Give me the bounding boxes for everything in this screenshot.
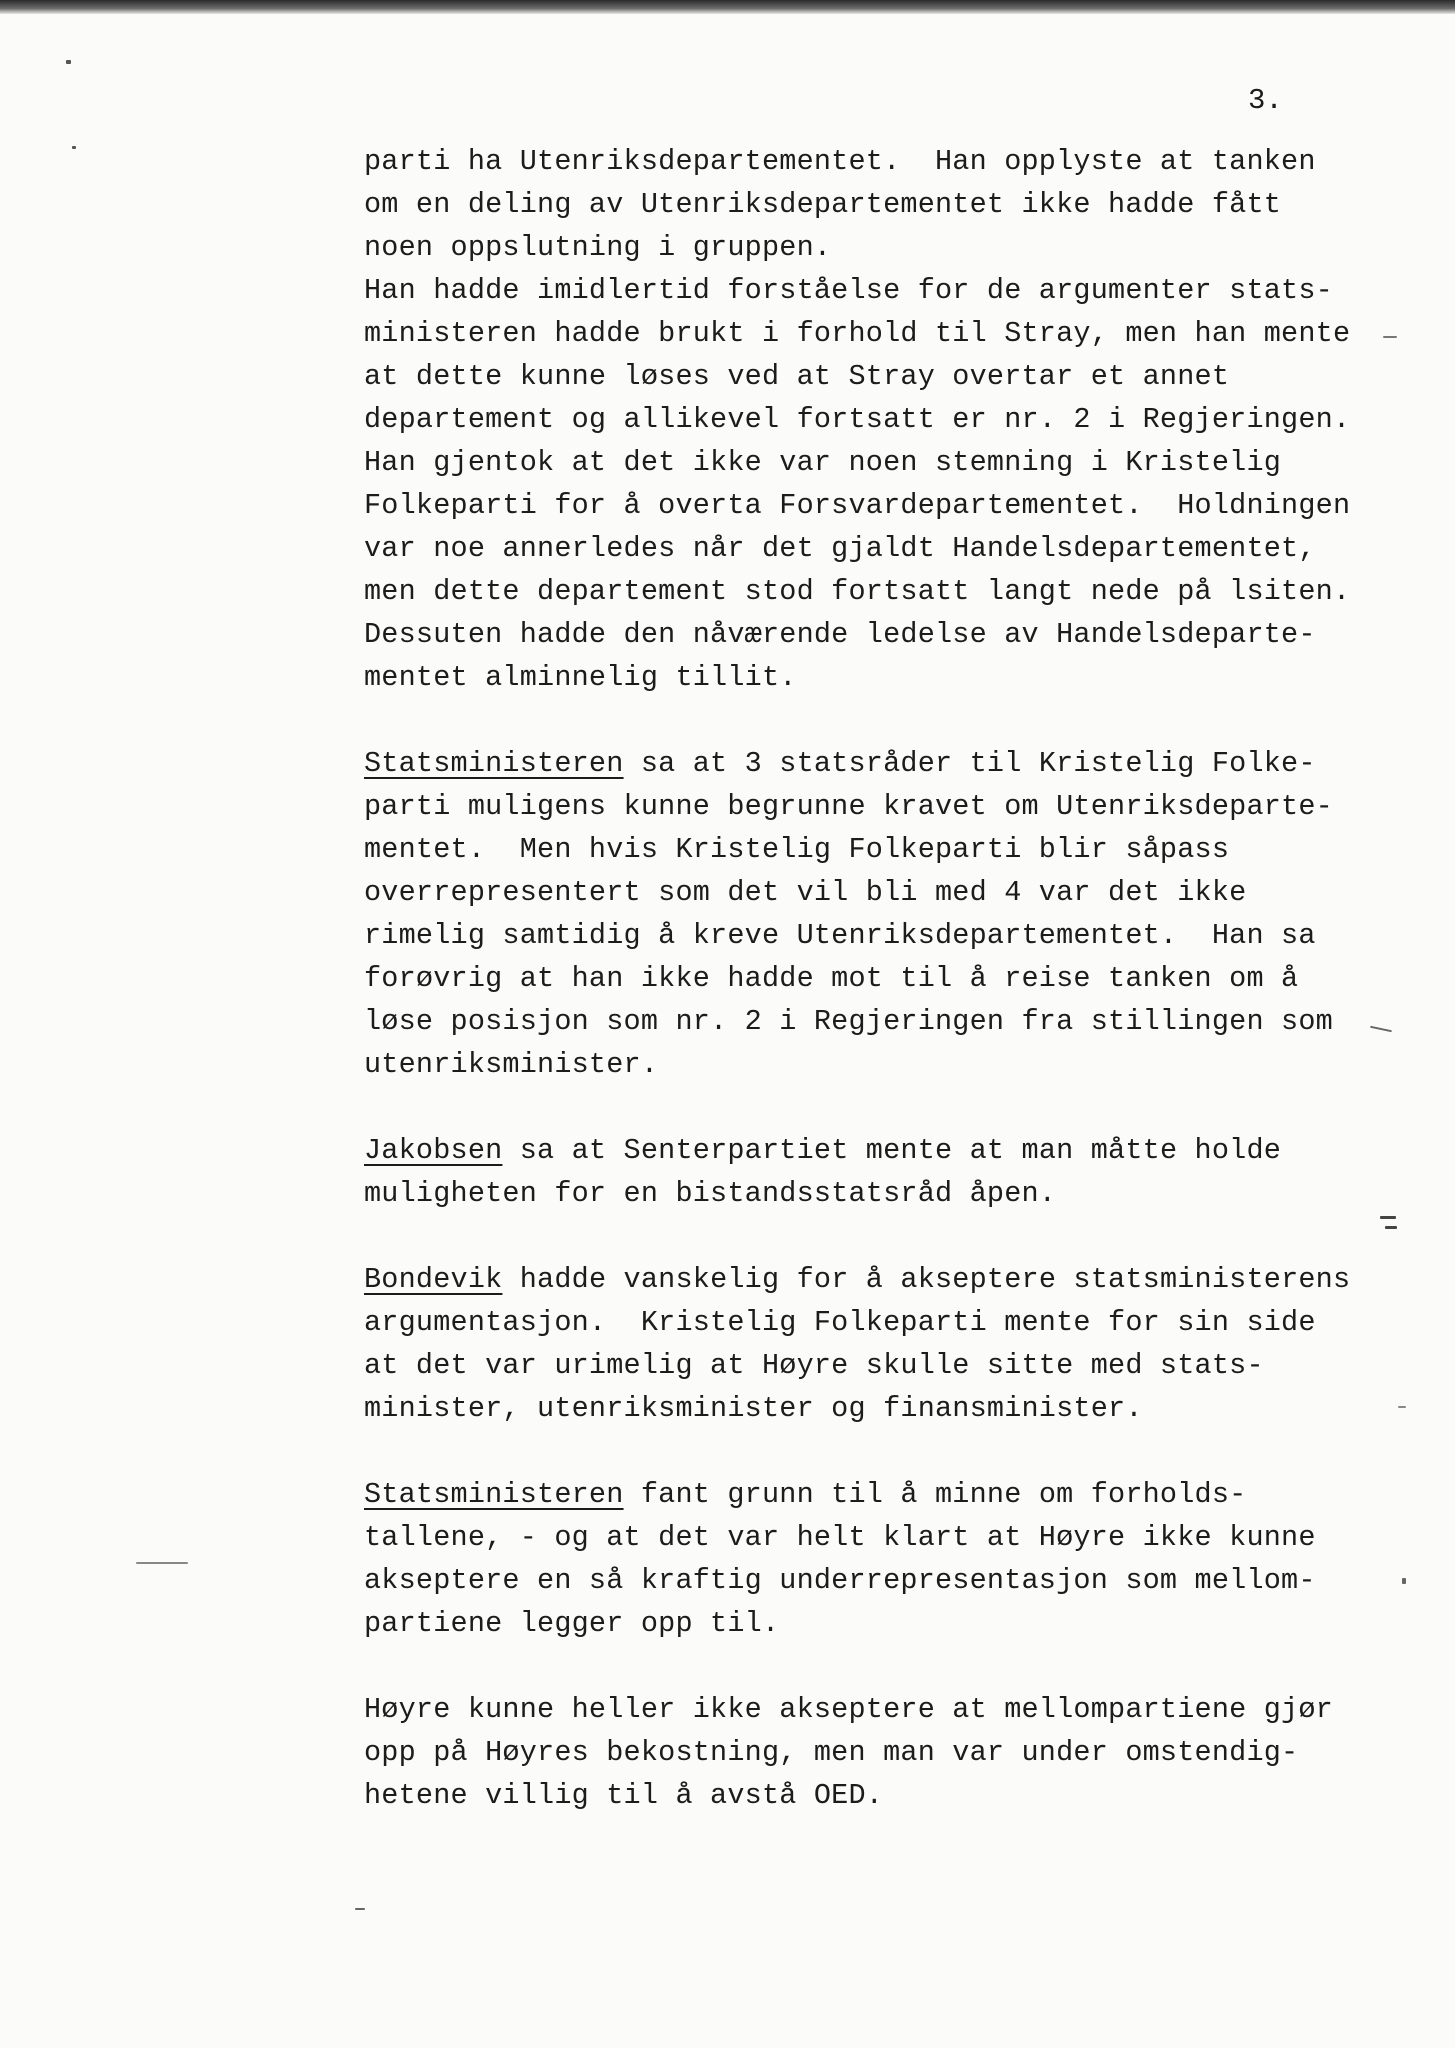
scan-speck bbox=[136, 1562, 188, 1564]
text-line: at dette kunne løses ved at Stray overtar et annet bbox=[364, 360, 1230, 393]
page-number: 3. bbox=[1248, 84, 1283, 117]
paragraph bbox=[364, 1258, 1364, 1430]
speaker-name: Jakobsen bbox=[364, 1134, 503, 1167]
text-line bbox=[364, 742, 1364, 785]
text-line: Folkeparti for å overta Forsvardepartementet. Holdningen bbox=[364, 489, 1351, 522]
text-line: Høyre kunne heller ikke akseptere at mellompartiene gjør bbox=[364, 1693, 1333, 1726]
text-line: mentet. Men hvis Kristelig Folkeparti blir såpass bbox=[364, 833, 1230, 866]
speaker-name: Statsministeren bbox=[364, 1478, 624, 1511]
line-text: fant grunn til å minne om forholds- bbox=[623, 1478, 1247, 1511]
text-line: Dessuten hadde den nåværende ledelse av Handelsdeparte- bbox=[364, 618, 1316, 651]
text-line bbox=[364, 1473, 1364, 1516]
text-line: minister, utenriksminister og finansminister. bbox=[364, 1392, 1143, 1425]
body-text bbox=[364, 140, 1364, 1817]
text-line: overrepresentert som det vil bli med 4 var det ikke bbox=[364, 876, 1247, 909]
text-line: løse posisjon som nr. 2 i Regjeringen fra stillingen som bbox=[364, 1005, 1333, 1038]
scan-speck bbox=[355, 1908, 365, 1910]
text-line: muligheten for en bistandsstatsråd åpen. bbox=[364, 1177, 1057, 1210]
paragraph bbox=[364, 1129, 1364, 1215]
text-line: partiene legger opp til. bbox=[364, 1607, 780, 1640]
scan-top-edge bbox=[0, 0, 1455, 14]
speaker-name: Bondevik bbox=[364, 1263, 503, 1296]
text-line: men dette departement stod fortsatt langt nede på lsiten. bbox=[364, 575, 1351, 608]
paragraph bbox=[364, 1473, 1364, 1645]
text-line: hetene villig til å avstå OED. bbox=[364, 1779, 884, 1812]
line-text: sa at 3 statsråder til Kristelig Folke- bbox=[623, 747, 1316, 780]
text-line: opp på Høyres bekostning, men man var under omstendig- bbox=[364, 1736, 1299, 1769]
text-line bbox=[364, 1129, 1364, 1172]
text-line: argumentasjon. Kristelig Folkeparti mente for sin side bbox=[364, 1306, 1316, 1339]
text-line: rimelig samtidig å kreve Utenriksdepartementet. Han sa bbox=[364, 919, 1316, 952]
text-line: parti ha Utenriksdepartementet. Han opplyste at tanken bbox=[364, 145, 1316, 178]
text-line bbox=[364, 1258, 1364, 1301]
text-line: var noe annerledes når det gjaldt Handelsdepartementet, bbox=[364, 532, 1316, 565]
scan-speck bbox=[72, 146, 76, 149]
text-line: om en deling av Utenriksdepartementet ikke hadde fått bbox=[364, 188, 1282, 221]
text-line: at det var urimelig at Høyre skulle sitte med stats- bbox=[364, 1349, 1264, 1382]
paragraph bbox=[364, 1688, 1364, 1817]
scan-speck bbox=[1383, 336, 1397, 338]
text-line: utenriksminister. bbox=[364, 1048, 659, 1081]
text-line: noen oppslutning i gruppen. bbox=[364, 231, 832, 264]
text-line: mentet alminnelig tillit. bbox=[364, 661, 797, 694]
text-line: departement og allikevel fortsatt er nr. 2 i Regjeringen. bbox=[364, 403, 1351, 436]
scan-speck bbox=[66, 60, 71, 64]
text-line: Han hadde imidlertid forståelse for de argumenter stats- bbox=[364, 274, 1333, 307]
scan-speck bbox=[1380, 1216, 1396, 1219]
scan-speck bbox=[1402, 1578, 1406, 1584]
text-line: ministeren hadde brukt i forhold til Stray, men han mente bbox=[364, 317, 1351, 350]
text-line: Han gjentok at det ikke var noen stemning i Kristelig bbox=[364, 446, 1282, 479]
scan-speck bbox=[1370, 1026, 1392, 1033]
text-line: forøvrig at han ikke hadde mot til å reise tanken om å bbox=[364, 962, 1299, 995]
line-text: hadde vanskelig for å akseptere statsministerens bbox=[502, 1263, 1351, 1296]
text-line: akseptere en så kraftig underrepresentasjon som mellom- bbox=[364, 1564, 1316, 1597]
paragraph bbox=[364, 140, 1364, 699]
text-line: tallene, - og at det var helt klart at Høyre ikke kunne bbox=[364, 1521, 1316, 1554]
speaker-name: Statsministeren bbox=[364, 747, 624, 780]
line-text: sa at Senterpartiet mente at man måtte holde bbox=[502, 1134, 1282, 1167]
text-line: parti muligens kunne begrunne kravet om Utenriksdeparte- bbox=[364, 790, 1333, 823]
paragraph bbox=[364, 742, 1364, 1086]
scan-speck bbox=[1385, 1226, 1397, 1229]
scan-speck bbox=[1398, 1406, 1406, 1408]
